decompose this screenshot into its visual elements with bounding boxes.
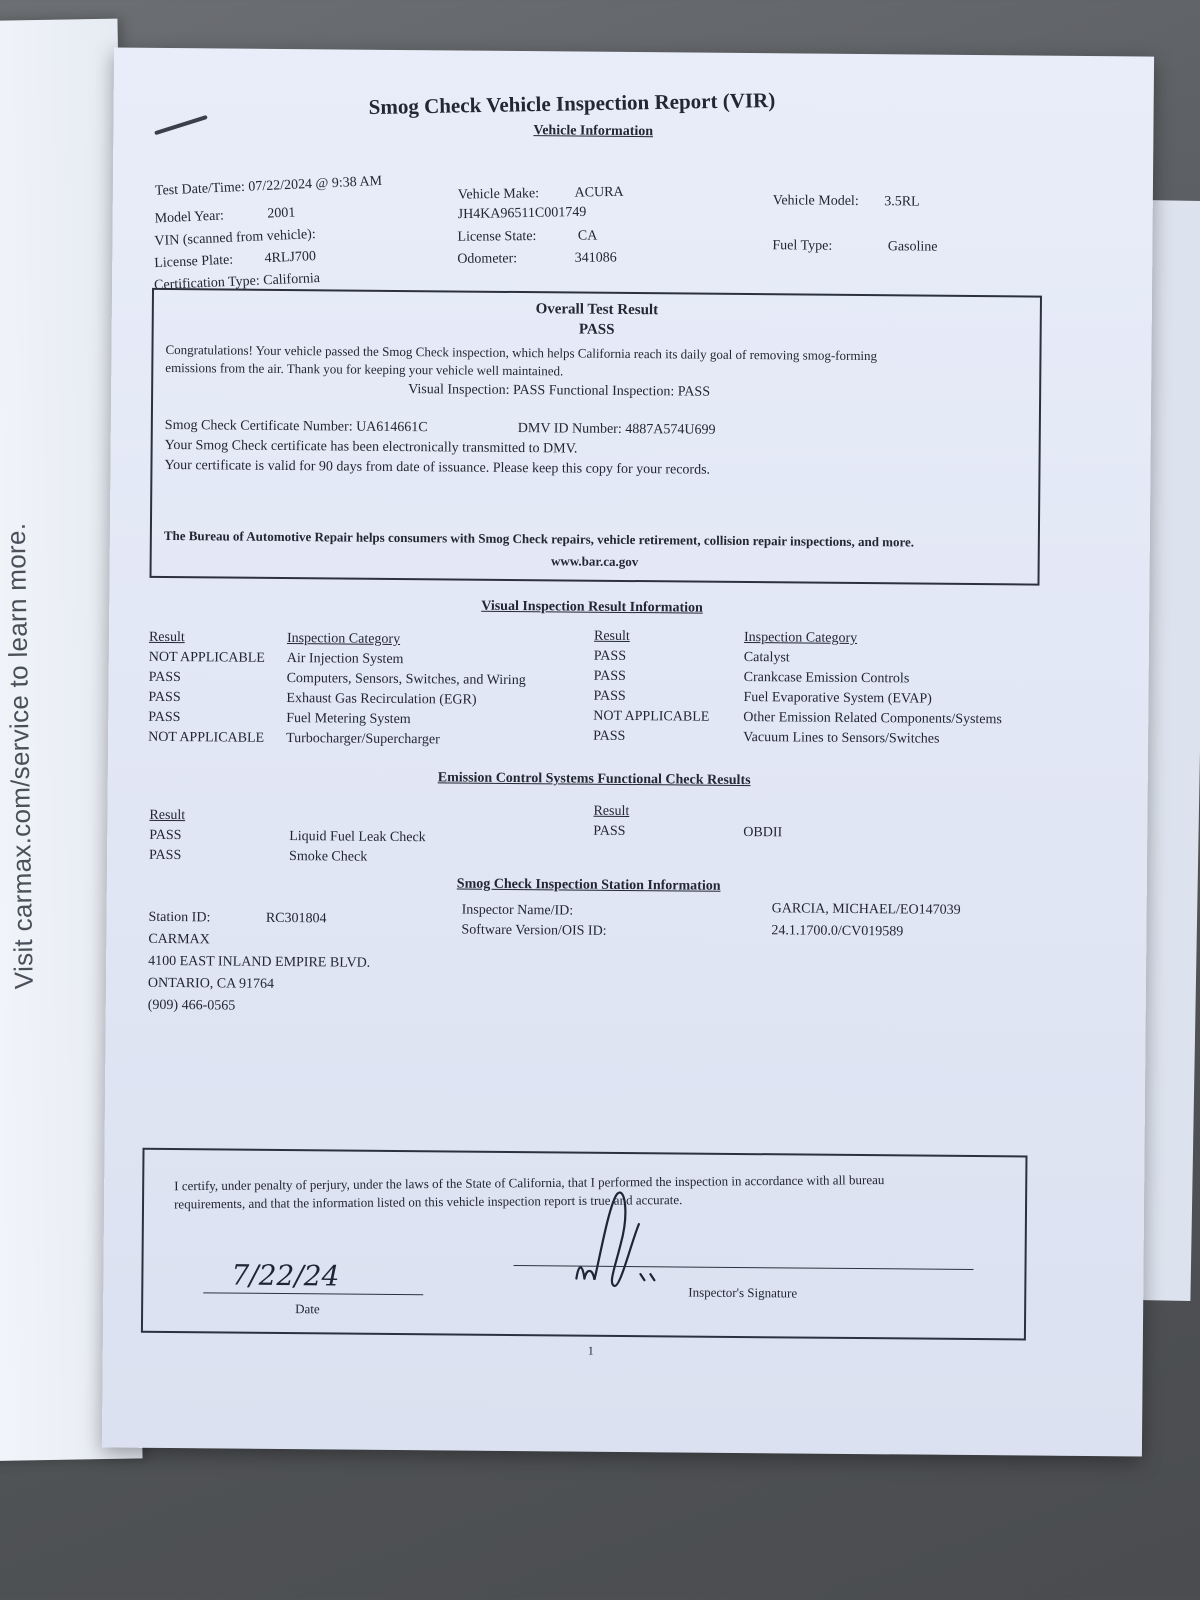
table-row: NOT APPLICABLE Turbocharger/Supercharger [148, 729, 440, 748]
bar-url: www.bar.ca.gov [550, 553, 639, 570]
visual-right-category-header: Inspection Category [743, 630, 858, 646]
vehicle-info-heading: Vehicle Information [533, 123, 654, 140]
table-row: PASS Catalyst [593, 648, 790, 666]
table-row: PASS Fuel Evaporative System (EVAP) [593, 688, 932, 707]
certification-type: Certification Type: California [153, 270, 321, 294]
station-address-2: ONTARIO, CA 91764 [147, 975, 275, 992]
overall-result: PASS [578, 321, 615, 338]
visual-left-result-header: Result [148, 629, 185, 646]
carmax-folder-text: Visit carmax.com/service to learn more. [0, 522, 39, 990]
table-row: NOT APPLICABLE Other Emission Related Components/Systems [593, 708, 1002, 728]
functional-right-result-header: Result [593, 803, 630, 820]
functional-left-result-header: Result [149, 807, 186, 824]
congrats-line-2: emissions from the air. Thank you for keeping your vehicle well maintained. [165, 359, 564, 379]
station-phone: (909) 466-0565 [147, 997, 236, 1014]
functional-right-table [593, 802, 782, 844]
certify-line-1: I certify, under penalty of perjury, under the laws of the State of California, that I performed the inspection in accordance with all bureau [174, 1172, 885, 1194]
table-row: PASS Vacuum Lines to Sensors/Switches [593, 728, 940, 747]
handwritten-date: 7/22/24 [231, 1258, 340, 1293]
certification-box [141, 1148, 1028, 1341]
station-id: Station ID: RC301804 [148, 909, 327, 927]
visual-left-table [148, 628, 526, 751]
congrats-line-1: Congratulations! Your vehicle passed the Smog Check inspection, which helps California reach its daily goal of removing smog-forming [165, 341, 878, 364]
fuel-type: Fuel Type: Gasoline [772, 238, 938, 255]
software-value: 24.1.1700.0/CV019589 [771, 923, 904, 940]
table-row: PASS Crankcase Emission Controls [593, 668, 910, 687]
vin-value: JH4KA96511C001749 [457, 204, 587, 223]
transmitted-notice: Your Smog Check certificate has been electronically transmitted to DMV. [164, 437, 578, 457]
functional-check-heading: Emission Control Systems Functional Check Results [437, 770, 751, 789]
visual-right-table [593, 627, 1003, 751]
inspector-label: Inspector Name/ID: [461, 902, 574, 919]
vin-label: VIN (scanned from vehicle): [154, 227, 317, 250]
report-title: Smog Check Vehicle Inspection Report (VIR) [368, 87, 776, 120]
validity-notice: Your certificate is valid for 90 days from date of issuance. Please keep this copy for your records. [164, 457, 711, 478]
page-number: 1 [587, 1343, 594, 1358]
table-row: PASS Liquid Fuel Leak Check [149, 827, 426, 846]
date-line [203, 1292, 423, 1295]
model-year: Model Year: 2001 [154, 205, 296, 227]
odometer: Odometer: 341086 [457, 250, 617, 267]
visual-right-result-header: Result [593, 628, 630, 645]
table-row: PASS Computers, Sensors, Switches, and Wiring [148, 669, 526, 689]
test-datetime: Test Date/Time: 07/22/2024 @ 9:38 AM [154, 173, 383, 199]
license-state: License State: CA [457, 228, 598, 245]
staple-mark [154, 115, 208, 135]
visual-inspection-heading: Visual Inspection Result Information [481, 598, 703, 616]
inspector-value: GARCIA, MICHAEL/EO147039 [771, 901, 961, 918]
overall-heading: Overall Test Result [535, 301, 659, 319]
table-row: PASS Fuel Metering System [148, 709, 411, 728]
functional-left-table [149, 806, 426, 868]
visual-functional-summary: Visual Inspection: PASS Functional Inspection: PASS [408, 382, 711, 400]
vir-document [102, 47, 1154, 1456]
certify-line-2: requirements, and that the information listed on this vehicle inspection report is true and accurate. [174, 1192, 683, 1212]
table-row: PASS Smoke Check [149, 847, 368, 865]
bar-notice: The Bureau of Automotive Repair helps consumers with Smog Check repairs, vehicle retirement, collision repair inspections, and more. [163, 527, 915, 550]
inspector-signature [568, 1184, 689, 1295]
table-row: PASS OBDII [593, 823, 783, 841]
visual-left-category-header: Inspection Category [286, 631, 401, 648]
signature-label: Inspector's Signature [688, 1284, 798, 1301]
date-label: Date [295, 1301, 320, 1317]
dmv-id-number: DMV ID Number: 4887A574U699 [517, 421, 716, 438]
vehicle-make: Vehicle Make: ACURA [457, 184, 624, 203]
license-plate: License Plate: 4RLJ700 [154, 249, 317, 272]
vehicle-model: Vehicle Model: 3.5RL [772, 193, 920, 210]
certificate-number: Smog Check Certificate Number: UA614661C [164, 417, 428, 436]
table-row: PASS Exhaust Gas Recirculation (EGR) [148, 689, 477, 708]
software-label: Software Version/OIS ID: [461, 922, 607, 939]
overall-result-box [150, 288, 1042, 586]
station-name: CARMAX [148, 931, 210, 948]
station-info-heading: Smog Check Inspection Station Information [456, 876, 721, 894]
table-row: NOT APPLICABLE Air Injection System [148, 649, 404, 668]
station-address-1: 4100 EAST INLAND EMPIRE BLVD. [148, 953, 371, 971]
